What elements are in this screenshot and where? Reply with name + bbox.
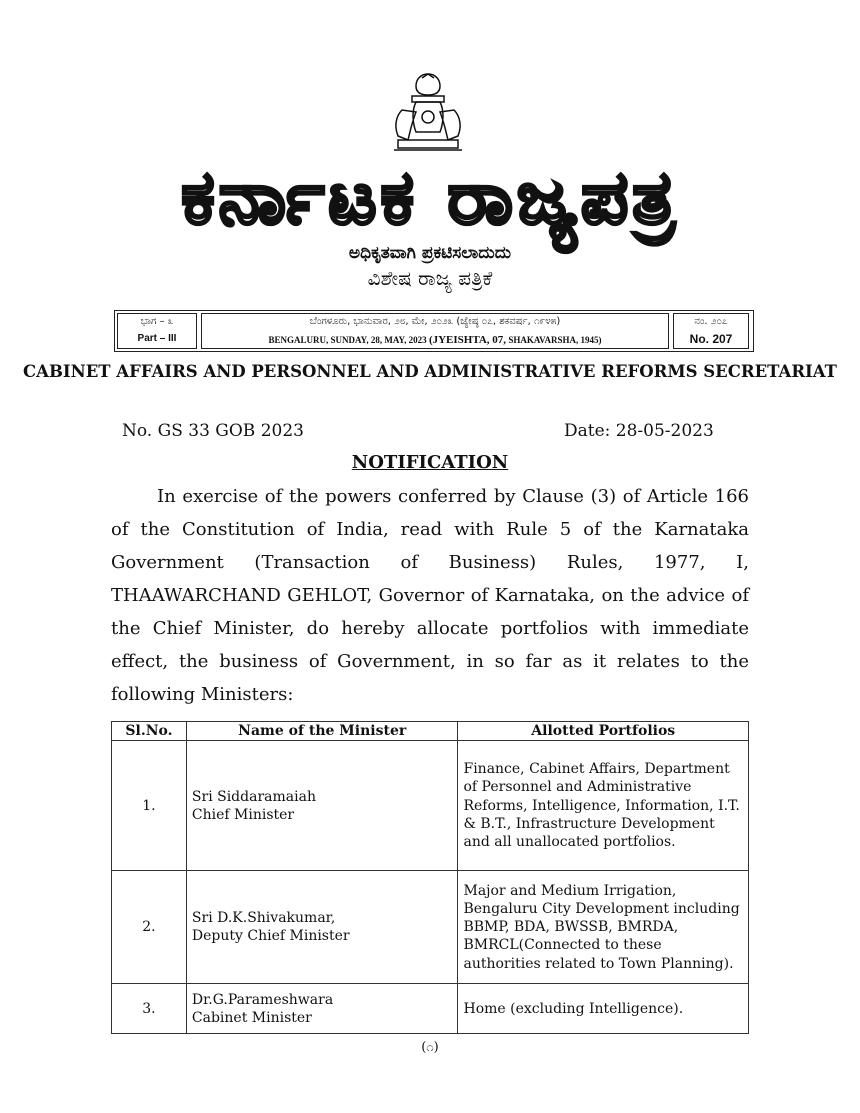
part-kannada: ಭಾಗ – ೩: [140, 316, 174, 327]
table-row: [112, 984, 749, 1034]
portfolio-table: [111, 721, 749, 1034]
issue-date-prefix: BENGALURU, SUNDAY, 28, MAY, 2023: [268, 335, 427, 345]
page-number: (೧): [421, 1040, 439, 1055]
reference-number: No. GS 33 GOB 2023: [122, 421, 304, 441]
minister-name: Dr.G.Parameshwara: [191, 991, 334, 1008]
portfolios: Home (excluding Intelligence).: [458, 984, 749, 1034]
minister-designation: Cabinet Minister: [191, 1009, 312, 1026]
sl-no: 2.: [112, 871, 187, 984]
sl-no: 1.: [112, 741, 187, 871]
minister-name: Sri D.K.Shivakumar,: [191, 910, 336, 926]
minister-cell: [186, 984, 458, 1034]
issue-number-cell: [673, 313, 749, 349]
header-sl-no: Sl.No.: [112, 722, 187, 741]
minister-cell: [186, 871, 458, 984]
portfolios: Major and Medium Irrigation, Bengaluru City Development including BBMP, BDA, BWSSB, BMRDA, BMRCL(Connected to these authorities related to Town Planning).: [458, 871, 749, 984]
minister-designation: Chief Minister: [191, 806, 295, 823]
portfolios: Finance, Cabinet Affairs, Department of Personnel and Administrative Reforms, Intelligence, Information, I.T. & B.T., Infrastructure Development and all unallocated portfolios.: [458, 741, 749, 871]
issue-number-kannada: ನಂ. ೨೦೭: [694, 316, 728, 327]
header-minister-name: Name of the Minister: [186, 722, 458, 741]
table-header-row: [112, 722, 749, 741]
minister-name: Sri Siddaramaiah: [191, 788, 316, 805]
table-row: [112, 871, 749, 984]
masthead-subtitle-official: ಅಧಿಕೃತವಾಗಿ ಪ್ರಕಟಿಸಲಾದುದು: [348, 243, 512, 263]
gazette-masthead-title: ಕರ್ನಾಟಕ ರಾಜ್ಯಪತ್ರ: [181, 155, 679, 241]
department-heading: CABINET AFFAIRS AND PERSONNEL AND ADMINISTRATIVE REFORMS SECRETARIAT: [23, 362, 837, 381]
issue-info-bar: [114, 310, 754, 352]
issue-number-english: No. 207: [689, 332, 733, 346]
issue-date-cell: [201, 313, 669, 349]
header-portfolios: Allotted Portfolios: [458, 722, 749, 741]
notification-body: [111, 480, 749, 711]
sl-no: 3.: [112, 984, 187, 1034]
issue-date-jyeishta: (JYEISHTA, 07,: [428, 334, 507, 346]
body-paragraph: In exercise of the powers conferred by Clause (3) of Article 166 of the Constitution of India, read with Rule 5 of the Karnataka Government (Transaction of Business) Rules, 1977, I, THAAWARCHAND GEHLOT, Governor of Karnataka, on the advice of the Chief Minister, do hereby allocate portfolios with immediate effect, the business of Government, in so far as it relates to the following Ministers:: [111, 486, 749, 705]
issue-date-english: [202, 334, 668, 346]
notification-title: NOTIFICATION: [351, 452, 509, 473]
notification-date: Date: 28-05-2023: [564, 421, 714, 441]
issue-date-suffix: SHAKAVARSHA, 1945): [508, 335, 602, 345]
masthead-subtitle-special: ವಿಶೇಷ ರಾಜ್ಯ ಪತ್ರಿಕೆ: [367, 266, 493, 290]
state-emblem: [388, 70, 468, 156]
minister-designation: Deputy Chief Minister: [191, 928, 350, 945]
issue-date-kannada: ಬೆಂಗಳೂರು, ಭಾನುವಾರ, ೨೮, ಮೇ, ೨೦೨೩ (ಜ್ಯೇಷ್ಠ ೦೭, ಶಕವರ್ಷ, ೧೯೪೫): [309, 316, 561, 327]
table-row: [112, 741, 749, 871]
minister-cell: [186, 741, 458, 871]
part-cell: [117, 313, 197, 349]
part-english: Part – III: [137, 333, 177, 344]
